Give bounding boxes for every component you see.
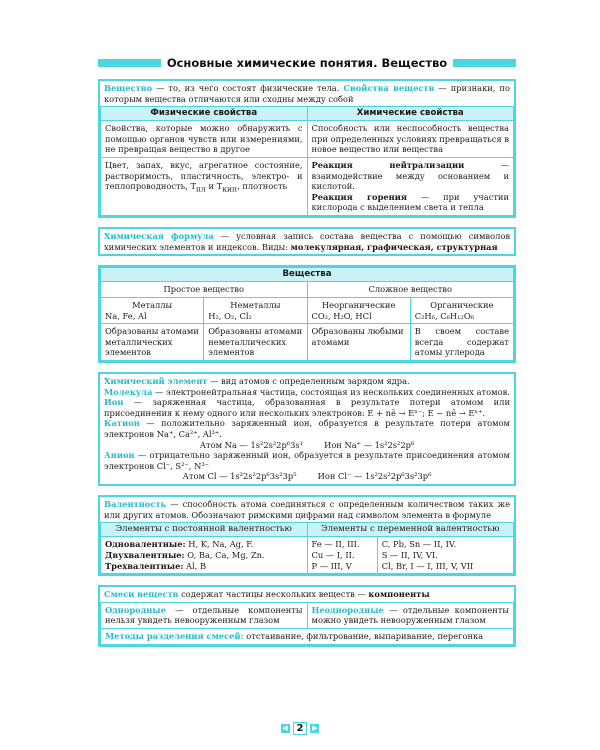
heterogeneous-desc: — отдельные компоненты можно увидеть невооруженным глазом xyxy=(311,604,509,626)
cl-ion: Ион Cl⁻ — 1s²2s²2p⁶3s²3p⁶ xyxy=(317,471,432,482)
na-config xyxy=(104,440,510,451)
properties-table xyxy=(100,106,514,216)
organic-label: Органические xyxy=(430,299,494,310)
const-header: Элементы с постоянной валентностью xyxy=(101,523,308,537)
mixtures-text xyxy=(100,587,514,602)
var-list-b xyxy=(377,537,513,574)
organic-cell xyxy=(410,297,513,323)
title-bar-left xyxy=(98,59,161,67)
intro-text xyxy=(100,81,514,106)
inorganic-cell xyxy=(307,297,410,323)
mono-list: H, K, Na, Ag, F. xyxy=(185,539,254,550)
intro-s2: — признаки, по которым вещества отличаются или сходны между собой xyxy=(104,83,510,104)
var-a-item: Fe — II, III. xyxy=(311,539,360,550)
mixtures-box xyxy=(98,585,516,646)
term-molecule: Молекула xyxy=(104,386,153,397)
pager xyxy=(0,722,600,735)
element-box xyxy=(98,372,516,486)
na-ion: Ион Na⁺ — 1s²2s²2p⁶ xyxy=(324,439,415,450)
inorganic-ex: CO₂, H₂O, HCl xyxy=(311,310,372,321)
substances-header: Вещества xyxy=(101,268,514,282)
cl-atom: Атом Cl — 1s²2s²2p⁶3s²3p⁵ xyxy=(182,471,297,482)
tri-list: Al, B xyxy=(183,560,207,571)
title-bar-right xyxy=(453,59,516,67)
na-atom: Атом Na — 1s²2s²2p⁶3s¹ xyxy=(199,439,303,450)
combustion-text: — при участии кислорода с выделением света и тепла xyxy=(311,191,509,213)
complex-header: Сложное вещество xyxy=(307,282,514,298)
term-anion: Анион xyxy=(104,450,135,461)
metals-label: Металлы xyxy=(132,299,173,310)
valence-table xyxy=(100,522,514,574)
homogeneous-desc: — отдельные компоненты нельзя увидеть невооруженным глазом xyxy=(105,604,303,626)
chem-examples xyxy=(307,158,514,216)
chem-header: Химические свойства xyxy=(307,107,514,121)
term-ion: Ион xyxy=(104,397,124,408)
inorganic-label: Неорганические xyxy=(321,299,396,310)
nonmetals-ex: H₂, O₂, Cl₂ xyxy=(208,310,252,321)
phys-sub1: пл xyxy=(196,184,206,194)
formula-desc: — условная запись состава вещества с помощью символов химических элементов и индексов. Виды: xyxy=(104,231,511,252)
term-mixtures: Смеси веществ xyxy=(104,589,179,600)
mono-label: Одновалентные: xyxy=(105,539,186,550)
neutralization-text: — взаимодействие между основанием и кислотой. xyxy=(311,160,509,192)
di-list: O, Ba, Ca, Mg, Zn. xyxy=(184,549,265,560)
phys-and: и T xyxy=(205,181,223,192)
nonmetals-label: Неметаллы xyxy=(230,299,281,310)
element-text xyxy=(100,374,514,484)
metals-cell xyxy=(101,297,204,323)
var-b-item: S — II, IV, VI. xyxy=(381,549,438,560)
organic-ex: C₂H₆, C₆H₁₂O₆ xyxy=(414,310,474,321)
organic-desc: В своем составе всегда содержат атомы углерода xyxy=(410,324,513,361)
phys-sub2: кип xyxy=(222,184,238,194)
di-label: Двухвалентные: xyxy=(105,549,185,560)
var-b-item: C, Pb, Sn — II, IV. xyxy=(381,539,457,550)
term-substance: Вещество xyxy=(104,83,153,93)
formula-text xyxy=(100,229,514,254)
term-cation: Катион xyxy=(104,418,140,429)
methods-desc: отстаивание, фильтрование, выпаривание, перегонка xyxy=(243,630,484,641)
phys-ex-text: Цвет, запах, вкус, агрегатное состояние, растворимость, пластичность, электро- и теплопроводность, T xyxy=(105,160,303,192)
metals-desc: Образованы атомами металлических элементов xyxy=(101,324,204,361)
valence-text xyxy=(100,497,514,522)
var-header: Элементы с переменной валентностью xyxy=(307,523,514,537)
element-desc: — вид атомов с определенным зарядом ядра. xyxy=(207,375,410,386)
const-list xyxy=(101,537,308,574)
molecule-desc: — электронейтральная частица, состоящая из нескольких соединенных атомов. xyxy=(152,386,510,397)
term-homogeneous: Однородные xyxy=(105,604,166,615)
inorganic-desc: Образованы любыми атомами xyxy=(307,324,410,361)
term-properties: Свойства веществ xyxy=(343,83,435,93)
mixtures-desc: содержат частицы нескольких веществ — xyxy=(178,589,369,600)
ion-desc: — заряженная частица, образованная в результате потери атомом или присоединения к нему одного или нескольких электронов: E + nē → Eⁿ⁻; E − nē → Eⁿ⁺. xyxy=(104,397,510,418)
var-a-item: P — III, V xyxy=(311,560,352,571)
phys-examples xyxy=(101,158,308,216)
metals-ex: Na, Fe, Al xyxy=(105,310,147,321)
nonmetals-desc: Образованы атомами неметаллических элементов xyxy=(204,324,307,361)
simple-header: Простое вещество xyxy=(101,282,308,298)
homogeneous-cell xyxy=(101,602,308,628)
cation-desc: — положительно заряженный ион, образуется в результате потери атомом электронов Na⁺, Ca²⁺, Al³⁺. xyxy=(104,418,510,440)
formula-box xyxy=(98,227,516,256)
mixtures-table xyxy=(100,602,514,645)
phys-header: Физические свойства xyxy=(101,107,308,121)
prev-arrow-icon[interactable]: ◀ xyxy=(282,724,288,732)
valence-desc: — способность атома соединяться с определенным количеством таких же или других атомов. Обозначают римскими цифрами над символом элемента в формуле xyxy=(104,499,510,520)
substance-box xyxy=(98,79,516,218)
anion-desc: — отрицательно заряженный ион, образуется в результате присоединения атомом электронов Cl⁻, S²⁻, N³⁻ xyxy=(104,450,510,471)
phys-def: Свойства, которые можно обнаружить с помощью органов чувств или измерениями, не превращая вещество в другое xyxy=(101,121,308,158)
mixtures-components: компоненты xyxy=(368,589,430,600)
term-heterogeneous: Неоднородные xyxy=(311,604,384,615)
substances-box xyxy=(98,265,516,363)
term-methods: Методы разделения смесей: xyxy=(105,630,244,641)
cl-config xyxy=(104,471,510,482)
substances-table xyxy=(100,267,514,361)
neutralization-term: Реакция нейтрализации xyxy=(311,160,465,171)
var-list-a xyxy=(307,537,377,574)
chem-def: Способность или неспособность вещества при определенных условиях превращаться в новое вещество или вещества xyxy=(307,121,514,158)
page-title: Основные химические понятия. Вещество xyxy=(166,56,448,70)
title-row xyxy=(98,54,516,72)
intro-s1: — то, из чего состоят физические тела. xyxy=(152,83,344,93)
term-valence: Валентность xyxy=(104,499,167,510)
phys-tail: , плотность xyxy=(237,181,288,192)
formula-kinds: молекулярная, графическая, структурная xyxy=(290,241,498,252)
tri-label: Трехвалентные: xyxy=(105,560,184,571)
combustion-term: Реакция горения xyxy=(311,191,408,202)
next-arrow-icon[interactable]: ▶ xyxy=(312,724,318,732)
page-number: 2 xyxy=(293,722,308,735)
var-a-item: Cu — I, II. xyxy=(311,549,355,560)
nonmetals-cell xyxy=(204,297,307,323)
term-formula: Химическая формула xyxy=(104,231,214,242)
term-element: Химический элемент xyxy=(104,375,208,386)
methods-cell xyxy=(101,628,514,644)
valence-box xyxy=(98,495,516,576)
var-b-item: Cl, Br, I — I, III, V, VII xyxy=(381,560,474,571)
page xyxy=(98,54,516,647)
heterogeneous-cell xyxy=(307,602,514,628)
